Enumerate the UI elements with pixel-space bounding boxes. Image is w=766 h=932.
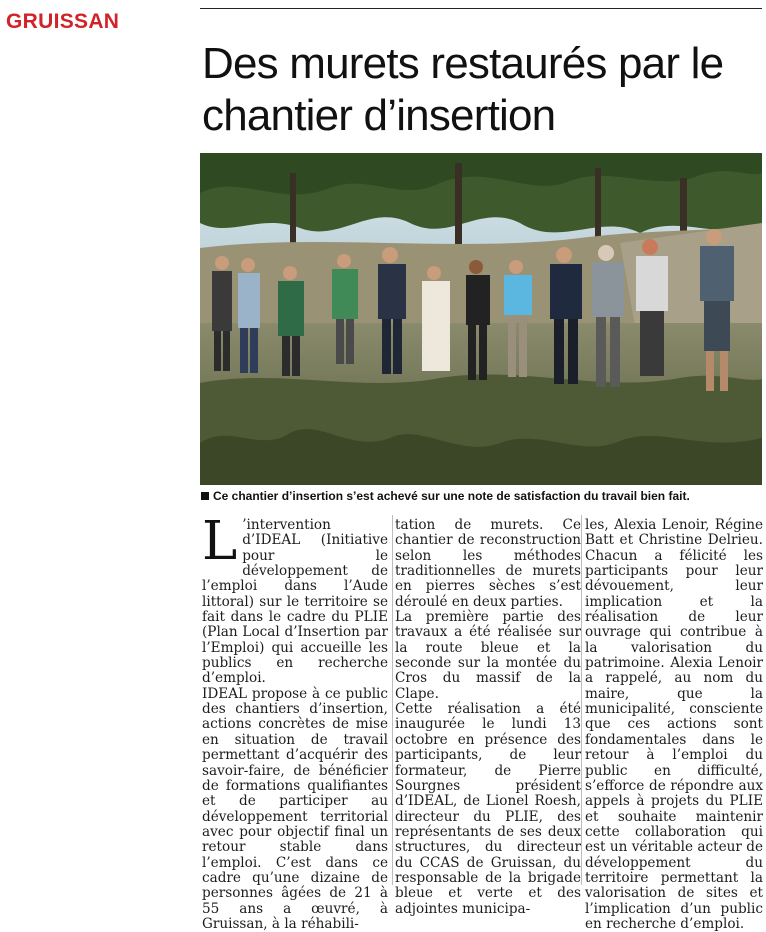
photo-caption [201,489,763,503]
article-column-1 [202,511,388,932]
article-column-3 [585,518,763,932]
column-divider [581,515,582,885]
caption-text: Ce chantier d’insertion s’est achevé sur une note de satisfaction du travail bien fait. [213,489,690,503]
paragraph: tation de murets. Ce chantier de reconstruction selon les méthodes traditionnelles de murets en pierres sèches s’est déroulé en deux parties. [395,517,581,610]
paragraph: ’intervention d’IDEAL (Initiative pour le développement de l’emploi dans l’Aude littoral) sur le territoire se fait dans le cadre du PLIE (Plan Local d’Insertion par l’Emploi) qui accueille les publics en recherche d’emploi. [202,517,388,687]
article-photo [200,153,762,485]
article-column-2 [395,518,581,917]
drop-cap: L [202,511,238,572]
paragraph: IDEAL propose à ce public des chantiers d’insertion, actions concrètes de mise en situation de travail permettant d’acquérir des savoir-faire, de bénéficier de formations qualifiantes et de participer au développement territorial avec pour objectif final un retour stable dans l’emploi. C’est dans ce cadre qu’une dizaine de personnes âgées de 21 à 55 ans a œuvré, à Gruissan, à la réhabili- [202,685,388,932]
column-divider [392,515,393,885]
caption-bullet-icon [201,492,209,500]
section-label: GRUISSAN [6,10,120,33]
group-photo-icon [200,153,762,485]
paragraph: Cette réalisation a été inaugurée le lundi 13 octobre en présence des participants, de leur formateur, de Pierre Sourgnes président d’IDEAL, de Lionel Roesh, directeur du PLIE, des représentants de ses deux structures, du directeur du CCAS de Gruissan, du responsable de la brigade bleue et verte et des adjointes municipa- [395,701,581,917]
paragraph: les, Alexia Lenoir, Régine Batt et Christine Delrieu. Chacun a félicité les participants pour leur dévouement, leur implication et la réalisation de leur ouvrage qui contribue à la valorisation du patrimoine. Alexia Lenoir a rappelé, au nom du maire, que la municipalité, consciente que ces actions sont fondamentales dans le retour à l’emploi du public en difficulté, s’efforce de répondre aux appels à projets du PLIE et souhaite maintenir cette collaboration qui est un véritable acteur de développement du territoire permettant la valorisation de sites et l’implication d’un public en recherche d’emploi. [585,517,763,932]
article-headline: Des murets restaurés par le chantier d’insertion [202,39,724,140]
paragraph: La première partie des travaux a été réalisée sur la route bleue et la seconde sur la montée du Cros du massif de la Clape. [395,609,581,702]
top-rule [200,8,762,9]
